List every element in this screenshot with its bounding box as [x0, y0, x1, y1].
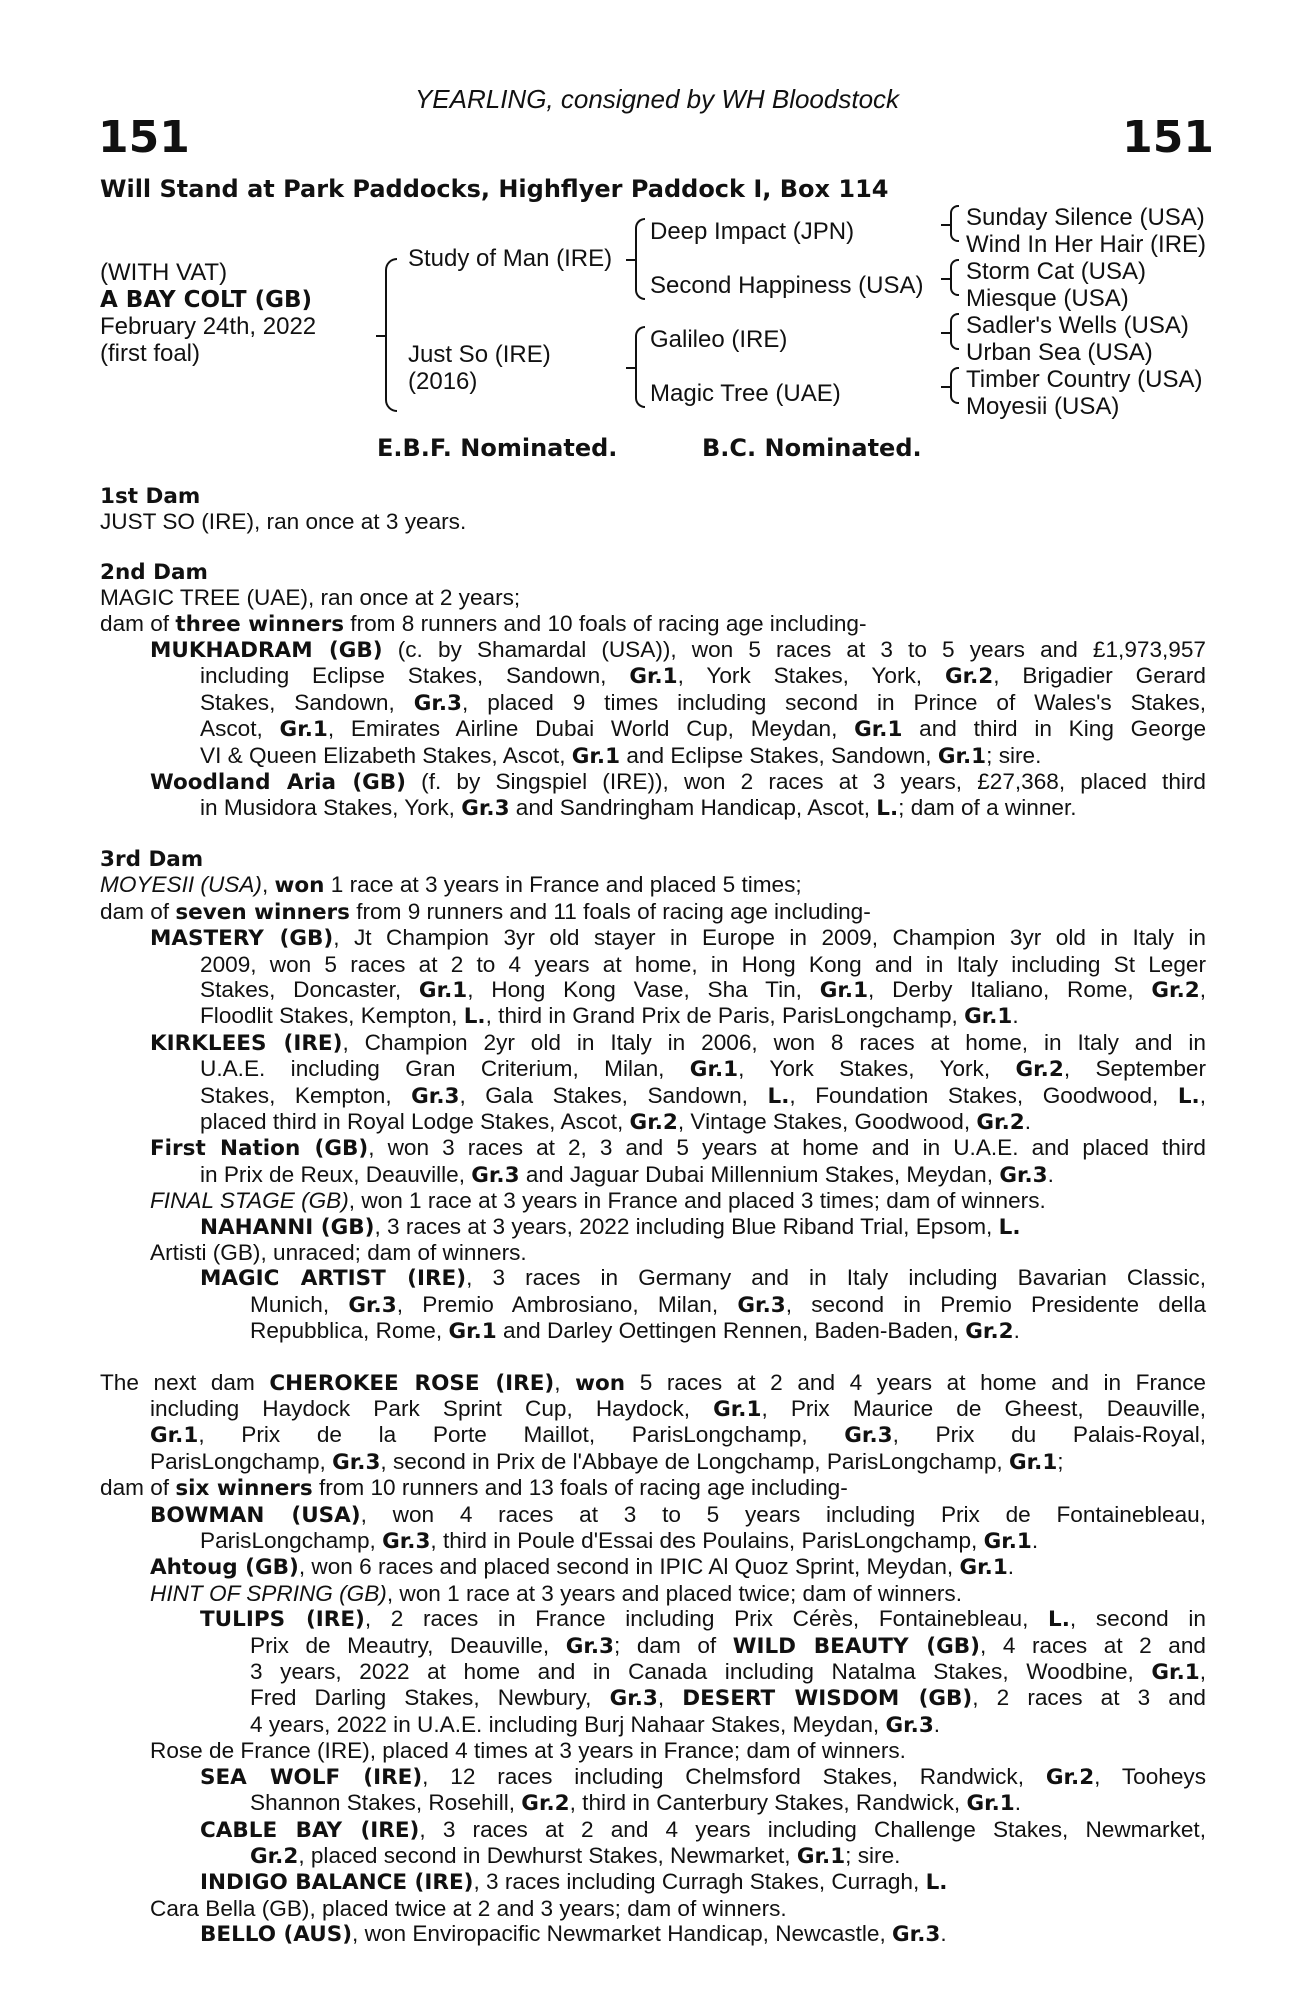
- text-run: , placed second in Dewhurst Stakes, Newmarket,: [298, 1842, 797, 1868]
- text-run: , Brigadier Gerard: [993, 663, 1206, 689]
- pedigree-entry: [100, 1817, 1206, 1870]
- text-run: Repubblica, Rome,: [250, 1318, 449, 1344]
- bold-text: L.: [876, 796, 899, 822]
- pedigree-entry: [100, 899, 1206, 925]
- text-run: in Prix de Reux, Deauville,: [200, 1161, 472, 1187]
- entry-line: [100, 1475, 1206, 1501]
- entry-line: [100, 925, 1206, 951]
- pedigree-entry: [100, 1502, 1206, 1555]
- horse-foal-note: (first foal): [100, 340, 201, 367]
- entry-line: [100, 1633, 1206, 1659]
- ebf-nomination: E.B.F. Nominated.: [377, 434, 618, 462]
- text-run: ;: [1057, 1448, 1064, 1474]
- bold-text: Gr.2: [1151, 977, 1200, 1003]
- lot-number-right: 151: [1122, 112, 1214, 163]
- bold-text: TULIPS (IRE): [200, 1607, 365, 1633]
- pedigree-entry: [100, 1921, 1206, 1947]
- entry-line: [100, 611, 1206, 637]
- pedigree-entry: [100, 611, 1206, 637]
- text-run: , 3 races at 3 years, 2022 including Blue Riband Trial, Epsom,: [374, 1213, 999, 1239]
- text-run: , Foundation Stakes, Goodwood,: [789, 1082, 1178, 1108]
- pedigree-bracket-dam: [635, 326, 645, 408]
- entry-line: [100, 769, 1206, 795]
- sire-sire: Deep Impact (JPN): [650, 218, 855, 245]
- bc-nomination: B.C. Nominated.: [702, 434, 922, 462]
- entry-line: [100, 1030, 1206, 1056]
- text-run: Fred Darling Stakes, Newbury,: [250, 1685, 610, 1711]
- text-run: , third in Grand Prix de Paris, ParisLongchamp,: [485, 1003, 965, 1029]
- pedigree-entry: [100, 1896, 1206, 1921]
- text-run: , Emirates Airline Dubai World Cup, Meydan,: [327, 716, 855, 742]
- bold-text: CABLE BAY (IRE): [200, 1817, 420, 1843]
- bold-text: Gr.2: [629, 1109, 678, 1135]
- pedigree-entry: [100, 1869, 1206, 1895]
- bold-text: KIRKLEES (IRE): [150, 1030, 343, 1056]
- bold-text: Gr.1: [937, 743, 987, 769]
- text-run: , third in Poule d'Essai des Poulains, ParisLongchamp,: [430, 1528, 984, 1554]
- text-run: .: [940, 1921, 947, 1947]
- text-run: .: [933, 1711, 941, 1737]
- text-run: 5 races at 2 and 4 years at home and in France: [625, 1369, 1207, 1395]
- text-run: , won Enviropacific Newmarket Handicap, Newcastle,: [352, 1921, 893, 1947]
- entry-line: [100, 663, 1206, 689]
- dam-dam: Magic Tree (UAE): [650, 380, 841, 407]
- bold-text: Gr.2: [965, 1319, 1014, 1345]
- dam-sire: Galileo (IRE): [650, 326, 788, 353]
- bold-text: BELLO (AUS): [200, 1922, 353, 1948]
- dam-sire-sire: Sadler's Wells (USA): [966, 312, 1189, 339]
- bold-text: Gr.3: [609, 1686, 658, 1712]
- bold-text: L.: [925, 1870, 948, 1896]
- bold-text: Gr.3: [737, 1292, 786, 1318]
- text-run: , 4 races at 2 and: [980, 1632, 1206, 1658]
- pedigree-entry: [100, 1738, 1206, 1763]
- bold-text: Gr.1: [150, 1423, 199, 1449]
- entry-line: [100, 1370, 1206, 1396]
- entry-line: [100, 1109, 1206, 1135]
- text-run: ,: [1199, 1659, 1206, 1685]
- bold-text: MAGIC ARTIST (IRE): [200, 1266, 467, 1292]
- pedigree-entry: [100, 1214, 1206, 1240]
- entry-line: [100, 1581, 1206, 1606]
- bold-text: six winners: [175, 1476, 313, 1502]
- text-run: Munich,: [250, 1291, 349, 1317]
- bold-text: Gr.1: [854, 717, 903, 743]
- bold-text: Gr.2: [976, 1109, 1025, 1135]
- text-run: , Champion 2yr old in Italy in 2006, won 8 races at home, in Italy and in: [342, 1029, 1206, 1055]
- bold-text: INDIGO BALANCE (IRE): [200, 1870, 474, 1896]
- entry-line: [100, 1738, 1206, 1763]
- bold-text: Gr.1: [819, 977, 869, 1003]
- section-heading: 2nd Dam: [100, 559, 208, 585]
- bold-text: Gr.3: [999, 1162, 1048, 1188]
- bold-text: Gr.1: [418, 977, 468, 1003]
- dam-dam-sire: Timber Country (USA): [966, 366, 1203, 393]
- entry-line: [100, 1659, 1206, 1685]
- text-run: ,: [261, 872, 275, 898]
- text-run: and Darley Oettingen Rennen, Baden-Baden,: [496, 1318, 966, 1344]
- text-run: , Hong Kong Vase, Sha Tin,: [467, 976, 820, 1002]
- text-run: The next dam: [100, 1369, 270, 1395]
- pedigree-bracket-main: [385, 258, 397, 412]
- entry-line: [100, 977, 1206, 1003]
- text-run: , second in: [1069, 1606, 1206, 1632]
- text-run: including Haydock Park Sprint Cup, Haydock,: [150, 1396, 714, 1421]
- italic-text: HINT OF SPRING (GB): [150, 1580, 387, 1606]
- pedigree-section: [100, 1370, 1206, 1948]
- text-run: 1 race at 3 years in France and placed 5 times;: [324, 872, 802, 898]
- bold-text: WILD BEAUTY (GB): [732, 1633, 980, 1659]
- text-run: MAGIC TREE (UAE), ran once at 2 years;: [100, 585, 521, 611]
- text-run: 3 years, 2022 at home and in Canada including Natalma Stakes, Woodbine,: [250, 1659, 1152, 1685]
- entry-line: [100, 743, 1206, 769]
- text-run: from 10 runners and 13 foals of racing age including-: [312, 1475, 848, 1501]
- bold-text: Woodland Aria (GB): [150, 770, 407, 796]
- pedigree-entry: [100, 1370, 1206, 1476]
- text-run: Cara Bella (GB), placed twice at 2 and 3 years; dam of winners.: [150, 1895, 787, 1921]
- text-run: ParisLongchamp,: [150, 1448, 333, 1474]
- text-run: ; sire.: [986, 742, 1042, 768]
- text-run: , Prix du Palais-Royal,: [892, 1422, 1206, 1448]
- entry-line: [100, 1003, 1206, 1029]
- entry-line: [100, 1318, 1206, 1344]
- bold-text: seven winners: [175, 899, 350, 925]
- bold-text: Gr.3: [565, 1633, 615, 1659]
- entry-line: [100, 1606, 1206, 1632]
- text-run: Artisti (GB), unraced; dam of winners.: [150, 1239, 527, 1265]
- bold-text: Gr.1: [629, 664, 678, 690]
- pedigree-bracket-ss: [950, 205, 959, 242]
- stand-location: Will Stand at Park Paddocks, Highflyer Paddock I, Box 114: [100, 175, 889, 203]
- text-run: ParisLongchamp,: [200, 1528, 383, 1554]
- bold-text: Gr.3: [348, 1292, 397, 1318]
- bold-text: SEA WOLF (IRE): [200, 1764, 423, 1790]
- text-run: ,: [1199, 976, 1206, 1002]
- text-run: Ascot,: [200, 716, 280, 742]
- entry-line: [100, 1422, 1206, 1448]
- text-run: .: [1031, 1528, 1039, 1554]
- text-run: Shannon Stakes, Rosehill,: [250, 1790, 522, 1816]
- pedigree-entry: [100, 1030, 1206, 1136]
- bold-text: Gr.2: [521, 1791, 570, 1817]
- pedigree-entry: [100, 1265, 1206, 1344]
- bold-text: L.: [1177, 1083, 1200, 1109]
- text-run: , 3 races in Germany and in Italy including Bavarian Classic,: [466, 1265, 1206, 1291]
- text-run: , Tooheys: [1094, 1763, 1206, 1789]
- bold-text: Gr.1: [964, 1004, 1013, 1030]
- bold-text: MUKHADRAM (GB): [150, 638, 383, 664]
- text-run: and Jaguar Dubai Millennium Stakes, Meydan,: [519, 1161, 1000, 1187]
- entry-line: [100, 872, 1206, 898]
- text-run: , won 4 races at 3 to 5 years including Prix de Fontainebleau,: [360, 1501, 1206, 1527]
- text-run: , Gala Stakes, Sandown,: [459, 1082, 768, 1108]
- entry-line: [100, 690, 1206, 716]
- bold-text: Ahtoug (GB): [150, 1555, 299, 1581]
- pedigree-bracket-sire: [635, 218, 645, 300]
- bold-text: L.: [767, 1083, 790, 1109]
- text-run: Stakes, Sandown,: [200, 689, 414, 715]
- text-run: .: [1012, 1003, 1019, 1029]
- entry-line: [100, 1528, 1206, 1554]
- bold-text: Gr.3: [413, 690, 462, 716]
- text-run: , second in Premio Presidente della: [785, 1291, 1207, 1317]
- entry-line: [100, 1790, 1206, 1816]
- bold-text: won: [575, 1370, 626, 1396]
- bold-text: Gr.2: [250, 1843, 299, 1869]
- text-run: Prix de Meautry, Deauville,: [250, 1632, 566, 1658]
- text-run: , Prix de la Porte Maillot, ParisLongchamp,: [198, 1422, 845, 1448]
- bold-text: won: [274, 873, 325, 899]
- entry-line: [100, 637, 1206, 663]
- entry-line: [100, 1083, 1206, 1109]
- dam-dam-dam: Moyesii (USA): [966, 393, 1120, 420]
- dam-year: (2016): [408, 368, 478, 395]
- text-run: 4 years, 2022 in U.A.E. including Burj Nahaar Stakes, Meydan,: [250, 1711, 886, 1737]
- pedigree-entry: [100, 769, 1206, 822]
- bold-text: L.: [1048, 1607, 1070, 1633]
- text-run: , second in Prix de l'Abbaye de Longchamp, ParisLongchamp,: [380, 1448, 1009, 1474]
- text-run: , September: [1063, 1056, 1206, 1082]
- text-run: dam of: [100, 1475, 176, 1501]
- bold-text: Gr.1: [959, 1555, 1008, 1581]
- entry-line: [100, 952, 1206, 977]
- text-run: and Eclipse Stakes, Sandown,: [620, 742, 938, 768]
- entry-line: [100, 1869, 1206, 1895]
- text-run: ; dam of a winner.: [898, 795, 1077, 821]
- bold-text: Gr.1: [279, 717, 328, 743]
- bold-text: Gr.3: [461, 796, 510, 822]
- bold-text: Gr.2: [1015, 1057, 1064, 1083]
- pedigree-section: [100, 560, 1206, 822]
- entry-line: [100, 1240, 1206, 1265]
- bold-text: Gr.3: [411, 1083, 460, 1109]
- bold-text: NAHANNI (GB): [200, 1214, 375, 1240]
- text-run: , won 6 races and placed second in IPIC Al Quoz Sprint, Meydan,: [298, 1554, 960, 1580]
- entry-line: [100, 1214, 1206, 1240]
- lot-number-left: 151: [98, 112, 190, 163]
- text-run: from 8 runners and 10 foals of racing age including-: [344, 610, 867, 636]
- text-run: U.A.E. including Gran Criterium, Milan,: [200, 1056, 690, 1082]
- text-run: , won 1 race at 3 years and placed twice; dam of winners.: [386, 1580, 963, 1606]
- text-run: , Premio Ambrosiano, Milan,: [396, 1291, 738, 1317]
- bold-text: Gr.3: [332, 1449, 381, 1475]
- dam-sire-dam: Urban Sea (USA): [966, 339, 1153, 366]
- sire-dam: Second Happiness (USA): [650, 272, 924, 299]
- text-run: .: [1014, 1790, 1022, 1816]
- bold-text: BOWMAN (USA): [150, 1502, 361, 1528]
- entry-line: [100, 1265, 1206, 1291]
- entry-line: [100, 1502, 1206, 1528]
- section-heading: 1st Dam: [100, 484, 201, 509]
- pedigree-bracket-ds: [950, 313, 959, 350]
- bold-text: Gr.1: [1008, 1449, 1058, 1475]
- entry-line: [100, 1188, 1206, 1213]
- text-run: ; dam of: [614, 1632, 733, 1658]
- entry-line: [100, 1135, 1206, 1161]
- entry-line: [100, 795, 1206, 821]
- text-run: ,: [1199, 1082, 1206, 1108]
- bold-text: DESERT WISDOM (GB): [682, 1686, 973, 1712]
- entry-line: [100, 1292, 1206, 1318]
- text-run: , 3 races including Curragh Stakes, Curragh,: [473, 1869, 926, 1895]
- sire-sire-sire: Sunday Silence (USA): [966, 204, 1205, 231]
- sire-dam-sire: Storm Cat (USA): [966, 258, 1147, 285]
- text-run: JUST SO (IRE), ran once at 3 years.: [100, 509, 467, 535]
- pedigree-entry: [100, 1240, 1206, 1265]
- text-run: from 9 runners and 11 foals of racing age including-: [349, 898, 871, 924]
- entry-line: [100, 1896, 1206, 1921]
- pedigree-entry: [100, 509, 1206, 534]
- text-run: , Vintage Stakes, Goodwood,: [677, 1108, 977, 1134]
- text-run: ; sire.: [845, 1842, 901, 1868]
- text-run: including Eclipse Stakes, Sandown,: [200, 663, 630, 689]
- pedigree-entry: [100, 1135, 1206, 1188]
- entry-line: [100, 1843, 1206, 1869]
- bold-text: Gr.1: [1151, 1660, 1200, 1686]
- text-run: ,: [657, 1685, 683, 1711]
- horse-dob: February 24th, 2022: [100, 313, 317, 340]
- bold-text: Gr.1: [571, 743, 621, 769]
- pedigree-entry: [100, 1475, 1206, 1501]
- entry-line: [100, 1685, 1206, 1711]
- italic-text: MOYESII (USA): [100, 872, 262, 898]
- text-run: , placed 9 times including second in Prince of Wales's Stakes,: [462, 689, 1206, 715]
- bold-text: First Nation (GB): [150, 1136, 369, 1162]
- entry-line: [100, 509, 1206, 534]
- pedigree-entry: [100, 925, 1206, 1030]
- entry-line: [100, 1817, 1206, 1843]
- text-run: , 2 races in France including Prix Cérès, Fontainebleau,: [364, 1606, 1049, 1632]
- text-run: dam of: [100, 610, 176, 636]
- text-run: , York Stakes, York,: [677, 663, 945, 689]
- bold-text: Gr.3: [892, 1922, 941, 1948]
- text-run: , York Stakes, York,: [738, 1056, 1016, 1082]
- bold-text: L.: [998, 1214, 1021, 1240]
- entry-line: [100, 1056, 1206, 1082]
- entry-line: [100, 1162, 1206, 1188]
- italic-text: FINAL STAGE (GB): [150, 1188, 349, 1214]
- pedigree-entry: [100, 1581, 1206, 1606]
- section-heading: 3rd Dam: [100, 846, 204, 872]
- text-run: , 2 races at 3 and: [972, 1685, 1206, 1711]
- pedigree-entry: [100, 1554, 1206, 1580]
- bold-text: Gr.3: [885, 1712, 934, 1738]
- bold-text: Gr.2: [1045, 1764, 1095, 1790]
- text-run: (c. by Shamardal (USA)), won 5 races at 3 to 5 years and £1,973,957: [382, 637, 1206, 663]
- entry-line: [100, 716, 1206, 742]
- pedigree-bracket-dd: [950, 367, 959, 404]
- bold-text: Gr.1: [713, 1397, 762, 1422]
- sire-name: Study of Man (IRE): [408, 245, 613, 272]
- pedigree-section: [100, 484, 1206, 535]
- bold-text: Gr.3: [844, 1423, 893, 1449]
- sire-sire-dam: Wind In Her Hair (IRE): [966, 231, 1207, 258]
- pedigree-entry: [100, 637, 1206, 769]
- text-run: , won 1 race at 3 years in France and placed 3 times; dam of winners.: [348, 1188, 1046, 1214]
- text-run: ,: [554, 1369, 576, 1395]
- bold-text: Gr.3: [471, 1162, 520, 1188]
- text-run: , Derby Italiano, Rome,: [868, 976, 1152, 1002]
- horse-name: A BAY COLT (GB): [100, 287, 313, 313]
- text-run: Floodlit Stakes, Kempton,: [200, 1003, 464, 1029]
- text-run: .: [1013, 1318, 1020, 1344]
- pedigree-entry: [100, 585, 1206, 610]
- consignment-line: YEARLING, consigned by WH Bloodstock: [414, 84, 900, 114]
- bold-text: three winners: [175, 611, 345, 637]
- bold-text: Gr.1: [448, 1319, 497, 1345]
- text-run: (f. by Singspiel (IRE)), won 2 races at 3 years, £27,368, placed third: [406, 769, 1207, 795]
- text-run: , won 3 races at 2, 3 and 5 years at home and in U.A.E. and placed third: [368, 1135, 1206, 1161]
- pedigree-section: [100, 847, 1206, 1345]
- entry-line: [100, 585, 1206, 610]
- text-run: Stakes, Kempton,: [200, 1082, 412, 1108]
- pedigree-bracket-sd: [950, 259, 959, 296]
- text-run: placed third in Royal Lodge Stakes, Ascot,: [200, 1108, 630, 1134]
- sire-dam-dam: Miesque (USA): [966, 285, 1129, 312]
- bold-text: Gr.2: [944, 664, 994, 690]
- bold-text: Gr.1: [689, 1057, 739, 1083]
- entry-line: [100, 1921, 1206, 1947]
- bold-text: Gr.3: [382, 1529, 431, 1555]
- text-run: .: [1047, 1161, 1054, 1187]
- pedigree-entry: [100, 1764, 1206, 1817]
- text-run: , third in Canterbury Stakes, Randwick,: [569, 1790, 967, 1816]
- text-run: Stakes, Doncaster,: [200, 976, 419, 1002]
- text-run: , Jt Champion 3yr old stayer in Europe in 2009, Champion 3yr old in Italy in: [333, 925, 1206, 951]
- entry-line: [100, 1396, 1206, 1422]
- entry-line: [100, 899, 1206, 925]
- bold-text: Gr.1: [966, 1791, 1015, 1817]
- text-run: , 12 races including Chelmsford Stakes, Randwick,: [422, 1763, 1046, 1789]
- text-run: VI & Queen Elizabeth Stakes, Ascot,: [200, 742, 572, 768]
- text-run: in Musidora Stakes, York,: [200, 795, 462, 821]
- pedigree-entry: [100, 1606, 1206, 1738]
- bold-text: CHEROKEE ROSE (IRE): [269, 1370, 555, 1396]
- bold-text: MASTERY (GB): [150, 926, 334, 952]
- text-run: 2009, won 5 races at 2 to 4 years at home, in Hong Kong and in Italy including St Leger: [200, 951, 1206, 977]
- entry-line: [100, 1554, 1206, 1580]
- text-run: and Sandringham Handicap, Ascot,: [509, 795, 877, 821]
- bold-text: Gr.1: [983, 1529, 1032, 1555]
- bold-text: Gr.1: [796, 1843, 846, 1869]
- text-run: .: [1024, 1108, 1031, 1134]
- entry-line: [100, 1449, 1206, 1475]
- bold-text: L.: [463, 1004, 486, 1030]
- text-run: , Prix Maurice de Gheest, Deauville,: [761, 1396, 1206, 1421]
- pedigree-entry: [100, 1188, 1206, 1213]
- text-run: and third in King George: [902, 716, 1207, 742]
- text-run: Rose de France (IRE), placed 4 times at 3 years in France; dam of winners.: [150, 1738, 906, 1764]
- vat-note: (WITH VAT): [100, 259, 228, 286]
- dam-name: Just So (IRE): [408, 341, 551, 368]
- text-run: .: [1007, 1554, 1015, 1580]
- text-run: , 3 races at 2 and 4 years including Challenge Stakes, Newmarket,: [419, 1816, 1206, 1842]
- entry-line: [100, 1764, 1206, 1790]
- entry-line: [100, 1712, 1206, 1738]
- catalogue-body: [100, 484, 1206, 1973]
- text-run: dam of: [100, 898, 176, 924]
- pedigree-entry: [100, 872, 1206, 898]
